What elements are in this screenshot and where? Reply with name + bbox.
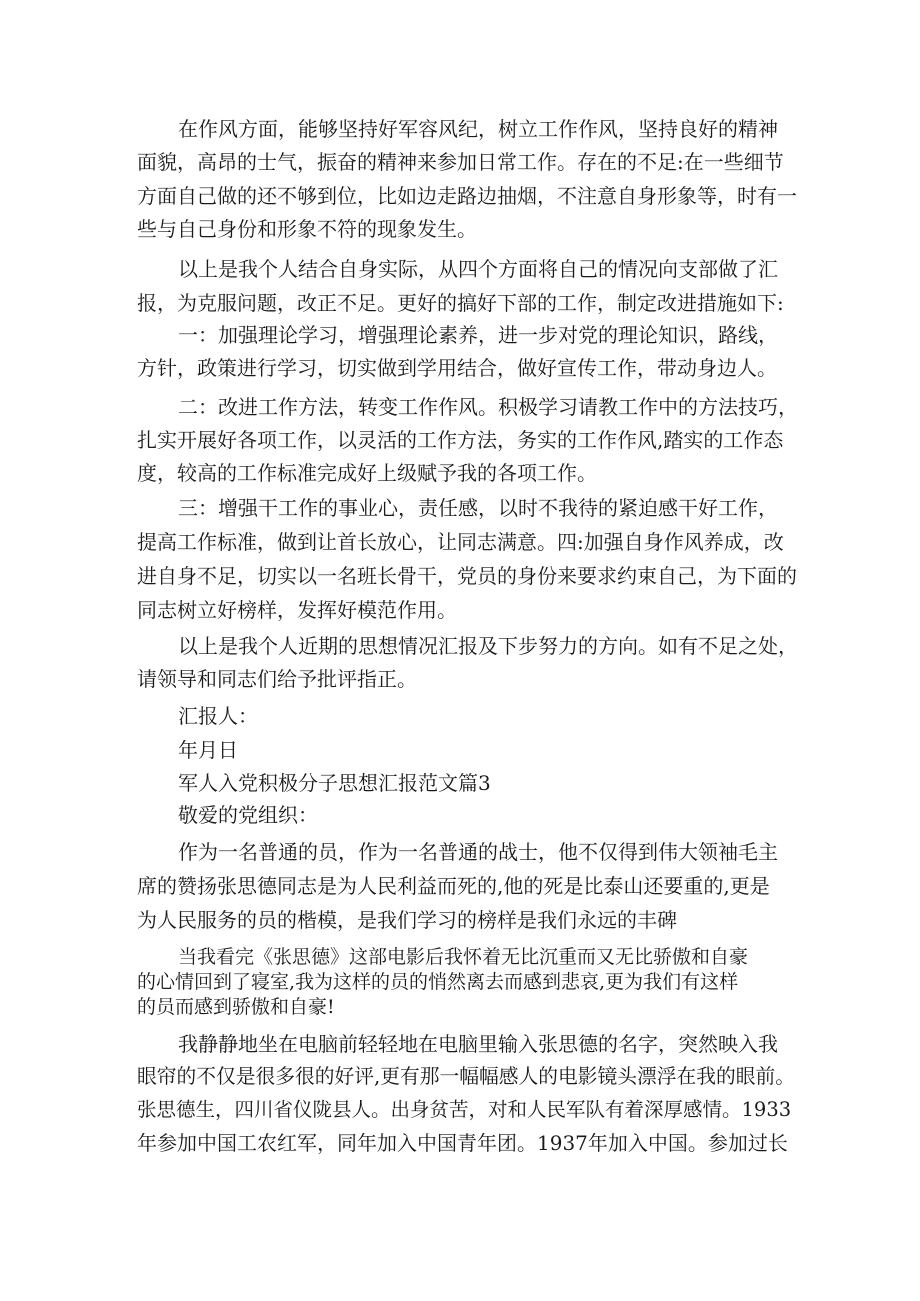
paragraph-line: 的员而感到骄傲和自豪! bbox=[137, 996, 335, 1018]
paragraph-line: 席的赞扬张思德同志是为人民利益而死的,他的死是比泰山还要重的,更是 bbox=[137, 874, 770, 898]
paragraph-line: 进自身不足，切实以一名班长骨干，党员的身份来要求约束自己，为下面的 bbox=[137, 564, 797, 588]
paragraph-line: 提高工作标准，做到让首长放心，让同志满意。四:加强自身作风养成，改 bbox=[137, 530, 784, 554]
paragraph-line: 在作风方面，能够坚持好军容风纪，树立工作作风，坚持良好的精神 bbox=[178, 117, 778, 141]
paragraph-line: 面貌，高昂的士气，振奋的精神来参加日常工作。存在的不足:在一些细节 bbox=[137, 150, 784, 174]
paragraph-line: 张思德生，四川省仪陇县人。出身贫苦，对和人民军队有着深厚感情。1933 bbox=[137, 1098, 792, 1121]
paragraph-line: 当我看完《张思德》这部电影后我怀着无比沉重而又无比骄傲和自豪 bbox=[178, 946, 749, 968]
paragraph-line: 以上是我个人结合自身实际，从四个方面将自己的情况向支部做了汇 bbox=[178, 257, 778, 281]
paragraph-line: 的心情回到了寝室,我为这样的员的悄然离去而感到悲哀,更为我们有这样 bbox=[137, 971, 739, 993]
paragraph-line: 请领导和同志们给予批评指正。 bbox=[137, 667, 417, 691]
paragraph-line: 眼帘的不仅是很多很的好评,更有那一幅幅感人的电影镜头漂浮在我的眼前。 bbox=[137, 1065, 796, 1088]
reporter-label: 汇报人： bbox=[178, 704, 258, 728]
paragraph-line: 报，为克服问题，改正不足。更好的搞好下部的工作，制定改进措施如下: bbox=[137, 291, 784, 315]
paragraph-line: 度，较高的工作标准完成好上级赋予我的各项工作。 bbox=[137, 461, 597, 485]
paragraph-line: 扎实开展好各项工作，以灵活的工作方法，务实的工作作风,踏实的工作态 bbox=[137, 428, 784, 452]
section-heading: 军人入党积极分子思想汇报范文篇3 bbox=[178, 771, 491, 795]
paragraph-line: 同志树立好榜样，发挥好模范作用。 bbox=[137, 598, 457, 622]
paragraph-line: 年参加中国工农红军，同年加入中国青年团。1937年加入中国。参加过长 bbox=[137, 1131, 788, 1155]
paragraph-line: 些与自己身份和形象不符的现象发生。 bbox=[137, 217, 477, 241]
date-label: 年月日 bbox=[178, 738, 238, 762]
paragraph-line: 以上是我个人近期的思想情况汇报及下步努力的方向。如有不足之处， bbox=[178, 634, 798, 658]
paragraph-line: 三：增强干工作的事业心，责任感，以时不我待的紧迫感干好工作， bbox=[178, 496, 778, 520]
paragraph-line: 我静静地坐在电脑前轻轻地在电脑里输入张思德的名字，突然映入我 bbox=[178, 1032, 778, 1056]
salutation: 敬爱的党组织： bbox=[178, 803, 318, 827]
paragraph-line: 二：改进工作方法，转变工作作风。积极学习请教工作中的方法技巧， bbox=[178, 395, 798, 419]
paragraph-line: 为人民服务的员的楷模，是我们学习的榜样是我们永远的丰碑 bbox=[137, 908, 677, 932]
paragraph-line: 作为一名普通的员，作为一名普通的战士，他不仅得到伟大领袖毛主 bbox=[178, 840, 778, 864]
paragraph-line: 方面自己做的还不够到位，比如边走路边抽烟，不注意自身形象等，时有一 bbox=[137, 184, 797, 208]
paragraph-line: 一：加强理论学习，增强理论素养，进一步对党的理论知识，路线， bbox=[178, 323, 778, 347]
paragraph-line: 方针，政策进行学习，切实做到学用结合，做好宣传工作，带动身边人。 bbox=[137, 356, 777, 380]
